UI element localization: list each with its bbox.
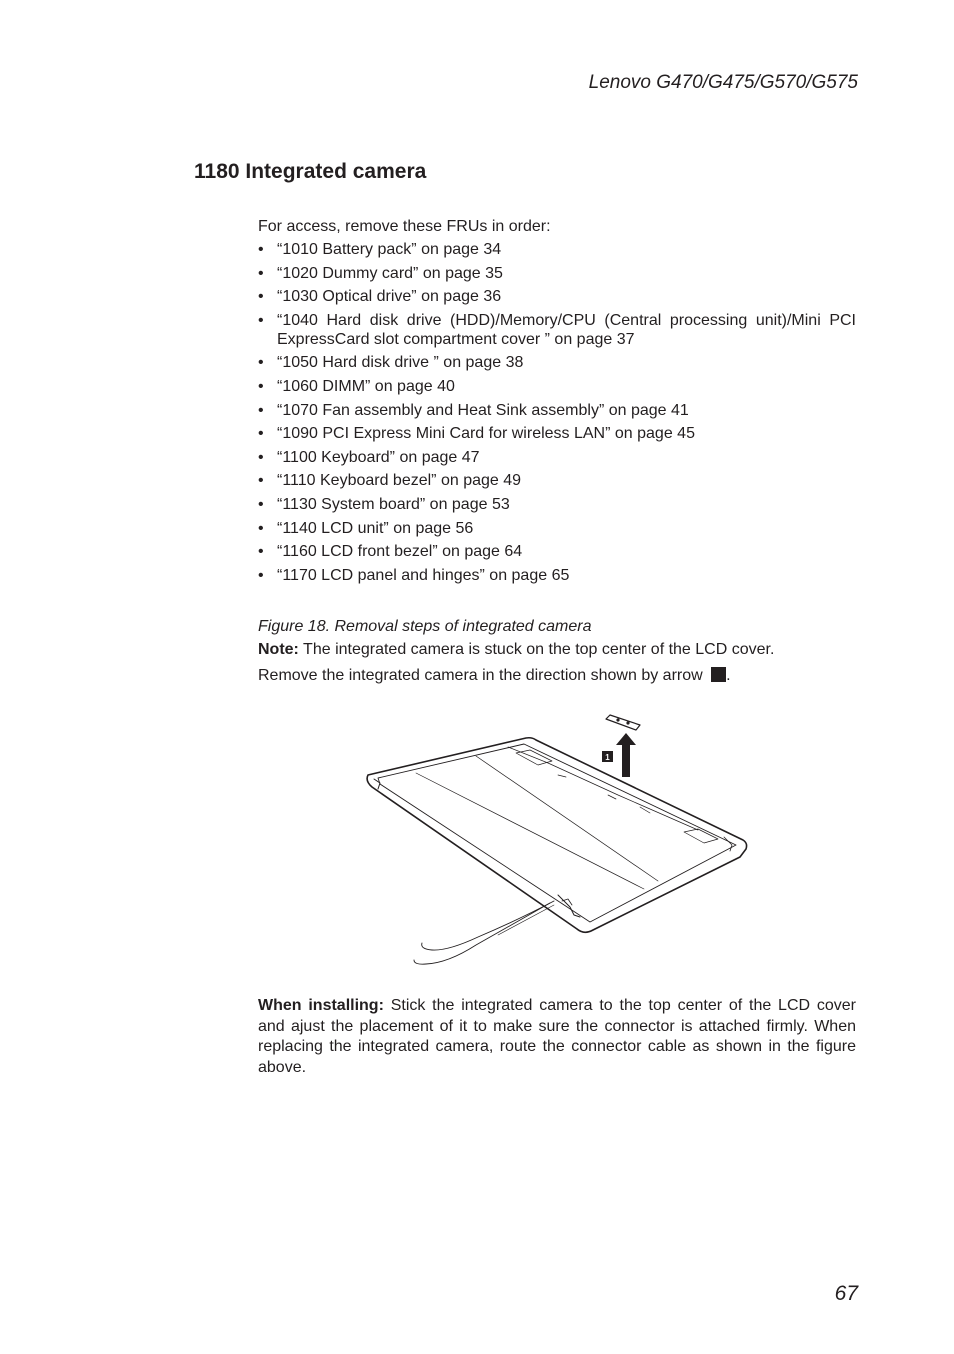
fru-item: • “1110 Keyboard bezel” on page 49: [258, 471, 856, 490]
step-number-label: 1: [605, 753, 610, 762]
fru-item: • “1050 Hard disk drive ” on page 38: [258, 353, 856, 372]
fru-item: • “1060 DIMM” on page 40: [258, 377, 856, 396]
figure-caption: Figure 18. Removal steps of integrated camera: [258, 618, 592, 635]
section-title: 1180 Integrated camera: [194, 160, 427, 183]
fru-item: • “1030 Optical drive” on page 36: [258, 287, 856, 306]
note-text: [258, 641, 774, 659]
fru-item: • “1170 LCD panel and hinges” on page 65: [258, 566, 856, 585]
fru-item: • “1090 PCI Express Mini Card for wireless LAN” on page 45: [258, 424, 856, 443]
intro-text: For access, remove these FRUs in order:: [258, 218, 551, 235]
lcd-cover-illustration: [358, 705, 758, 975]
removal-text: Remove the integrated camera in the direction shown by arrow: [258, 667, 708, 684]
up-arrow-icon: [616, 733, 636, 777]
fru-item: • “1140 LCD unit” on page 56: [258, 519, 856, 538]
fru-list: [258, 240, 856, 589]
fru-item: • “1070 Fan assembly and Heat Sink assembly” on page 41: [258, 401, 856, 420]
removal-instruction: [258, 667, 731, 685]
camera-removal-figure: [358, 705, 758, 975]
arrow-step-marker-icon: [711, 667, 726, 682]
removal-end: .: [726, 667, 731, 684]
install-body: Stick the integrated camera to the top center of the LCD cover and ajust the placement of it to make sure the connector is attached firmly. When replacing the integrated camera, route the connector cable as shown in the figure above.: [258, 997, 856, 1076]
install-label: When installing:: [258, 997, 384, 1014]
installing-note: [258, 996, 856, 1078]
fru-item: • “1010 Battery pack” on page 34: [258, 240, 856, 259]
note-label: Note:: [258, 641, 299, 658]
fru-item: • “1100 Keyboard” on page 47: [258, 448, 856, 467]
fru-item: • “1130 System board” on page 53: [258, 495, 856, 514]
fru-item: • “1040 Hard disk drive (HDD)/Memory/CPU (Central processing unit)/Mini PCI ExpressCard slot compartment cover ” on page 37: [258, 311, 856, 349]
running-header: Lenovo G470/G475/G570/G575: [588, 72, 858, 93]
page-number: 67: [834, 1282, 858, 1305]
fru-item: • “1020 Dummy card” on page 35: [258, 264, 856, 283]
note-body: The integrated camera is stuck on the top center of the LCD cover.: [298, 641, 775, 658]
fru-item: • “1160 LCD front bezel” on page 64: [258, 542, 856, 561]
